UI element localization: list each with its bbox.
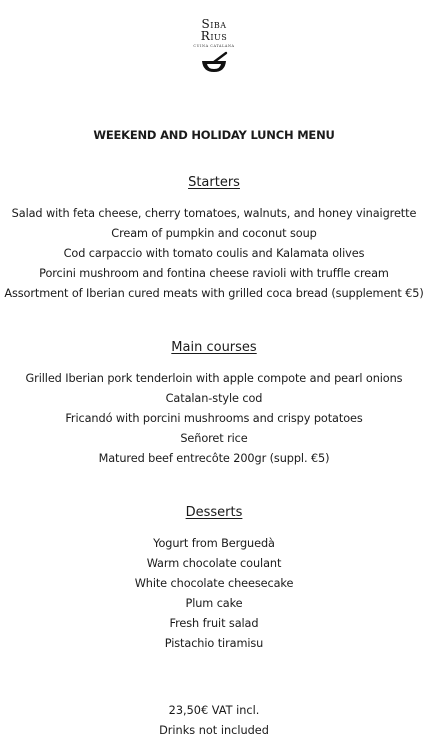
drinks-note: Drinks not included <box>159 724 269 737</box>
list-item: Yogurt from Berguedà <box>153 537 275 550</box>
list-item: Matured beef entrecôte 200gr (suppl. €5) <box>98 452 330 465</box>
list-item: Porcini mushroom and fontina cheese ravioli with truffle cream <box>39 267 389 280</box>
desserts-heading: Desserts <box>185 505 243 520</box>
list-item: Señoret rice <box>180 432 248 445</box>
list-item: Cream of pumpkin and coconut soup <box>111 227 317 240</box>
list-item: White chocolate cheesecake <box>134 577 294 590</box>
list-item: Fresh fruit salad <box>169 617 259 630</box>
starters-heading: Starters <box>188 175 240 190</box>
restaurant-logo <box>0 18 428 75</box>
list-item: Salad with feta cheese, cherry tomatoes, walnuts, and honey vinaigrette <box>11 207 417 220</box>
bowl-with-spoon-icon <box>197 51 231 75</box>
list-item: Fricandó with porcini mushrooms and crispy potatoes <box>65 412 363 425</box>
menu-title: WEEKEND AND HOLIDAY LUNCH MENU <box>93 128 335 142</box>
logo-text-line-1: Siba <box>201 17 227 31</box>
list-item: Pistachio tiramisu <box>164 637 264 650</box>
price-text: 23,50€ VAT incl. <box>168 704 260 717</box>
desserts-list <box>0 534 428 654</box>
list-item: Assortment of Iberian cured meats with grilled coca bread (supplement €5) <box>4 287 424 300</box>
starters-list <box>0 204 428 304</box>
logo-text-line-2: Rius <box>200 29 228 43</box>
main-courses-heading: Main courses <box>171 340 257 355</box>
menu-footer <box>0 701 428 741</box>
list-item: Catalan-style cod <box>165 392 263 405</box>
list-item: Warm chocolate coulant <box>146 557 282 570</box>
main-courses-list <box>0 369 428 469</box>
list-item: Cod carpaccio with tomato coulis and Kalamata olives <box>63 247 365 260</box>
list-item: Grilled Iberian pork tenderloin with apple compote and pearl onions <box>25 372 403 385</box>
list-item: Plum cake <box>185 597 243 610</box>
logo-tagline: CUINA CATALANA <box>193 44 235 48</box>
